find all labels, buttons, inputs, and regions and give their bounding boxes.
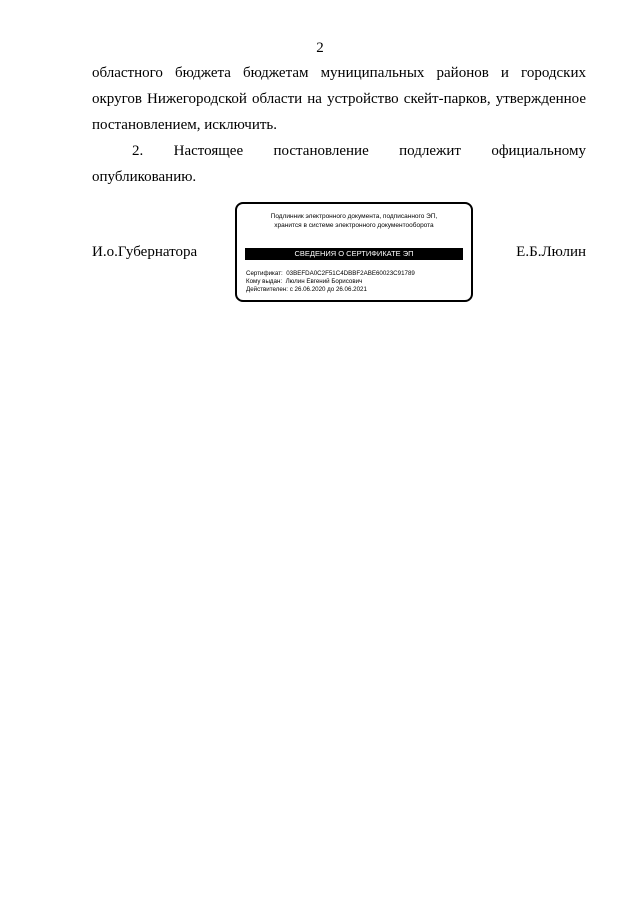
paragraph-word: Настоящее: [173, 143, 244, 159]
paragraph-number: 2.: [132, 143, 144, 159]
paragraph-line: округов Нижегородской области на устройство скейт-парков, утвержденное: [92, 91, 586, 107]
signer-name: Е.Б.Люлин: [516, 244, 586, 260]
paragraph-line: [92, 138, 586, 164]
paragraph-word: официальному: [491, 143, 586, 159]
certificate-row: [246, 270, 415, 278]
paragraph-line: постановлением, исключить.: [92, 117, 278, 133]
certificate-label: Сертификат:: [246, 270, 283, 277]
valid-value: с 26.06.2020 до 26.06.2021: [289, 286, 367, 293]
issued-to-value: Люлин Евгений Борисович: [285, 278, 363, 285]
valid-label: Действителен:: [246, 286, 288, 293]
page-number: 2: [316, 40, 324, 56]
paragraph-word: подлежит: [399, 143, 461, 159]
stamp-note-line: Подлинник электронного документа, подписанного ЭП,: [270, 213, 438, 220]
signature-stamp: [235, 202, 473, 302]
paragraph-2: [92, 138, 586, 190]
signer-title: И.о.Губернатора: [92, 244, 198, 260]
stamp-header: СВЕДЕНИЯ О СЕРТИФИКАТЕ ЭП: [245, 248, 463, 260]
paragraph-line: областного бюджета бюджетам муниципальных районов и городских: [92, 65, 586, 81]
stamp-note-line: хранится в системе электронного документооборота: [274, 222, 434, 229]
issued-to-label: Кому выдан:: [246, 278, 283, 285]
stamp-note: [237, 212, 471, 230]
paragraph-word: постановление: [273, 143, 369, 159]
certificate-value: 03BEFDA0C2F51C4DBBF2ABE60023C91789: [286, 270, 415, 277]
valid-row: [246, 286, 415, 294]
paragraph-1: [92, 60, 586, 138]
stamp-details: [246, 270, 415, 294]
paragraph-line: опубликованию.: [92, 169, 197, 185]
issued-to-row: [246, 278, 415, 286]
